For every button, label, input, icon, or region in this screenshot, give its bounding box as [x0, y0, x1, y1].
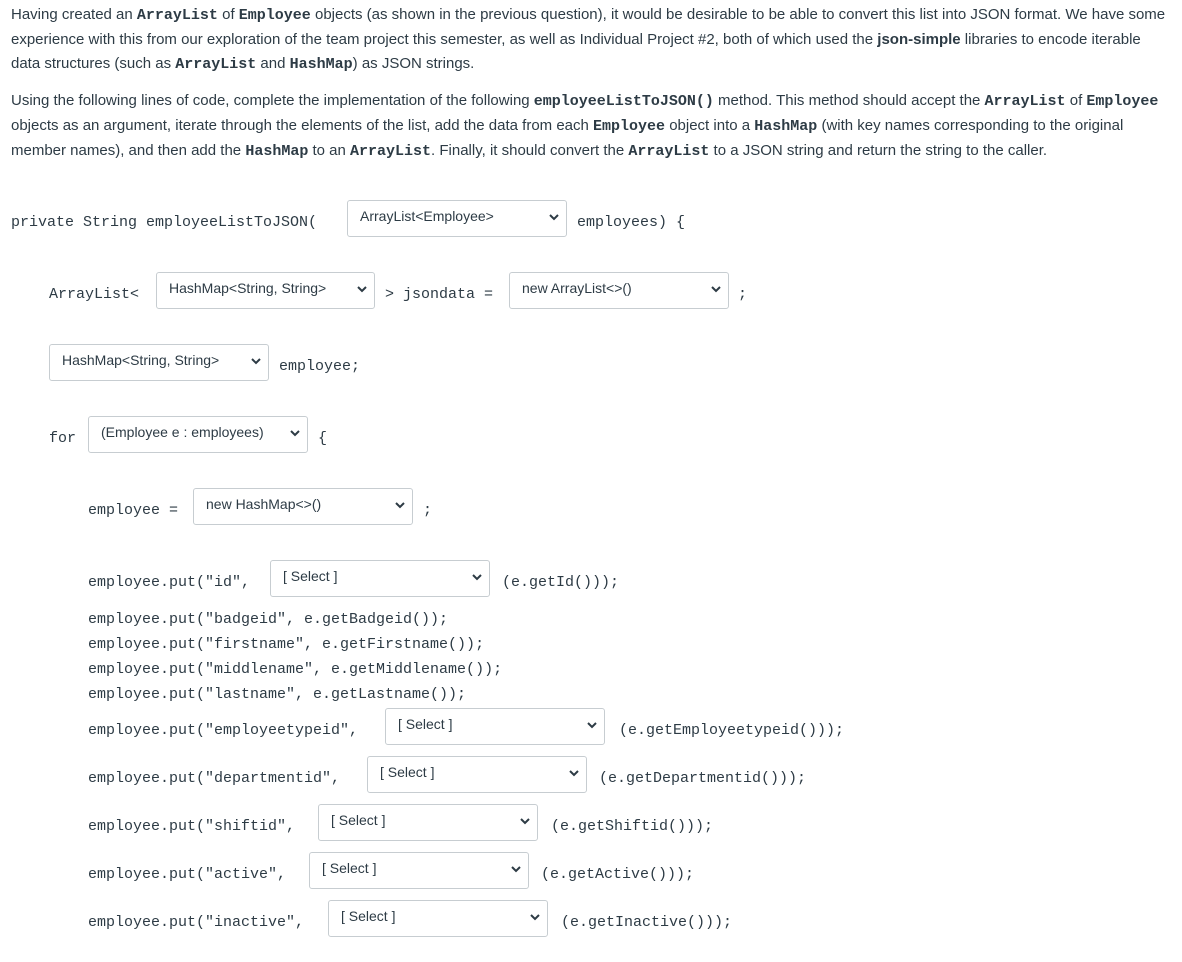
chevron-down-icon: [394, 499, 406, 511]
put-shiftid-code: employee.put("shiftid",: [88, 818, 296, 835]
chevron-down-icon: [289, 427, 301, 439]
put-departmentid-code: employee.put("departmentid",: [88, 770, 341, 787]
put-employeetypeid-code: employee.put("employeetypeid",: [88, 722, 359, 739]
text: . Finally, it should convert the: [431, 142, 629, 159]
chevron-down-icon: [710, 283, 722, 295]
intro-paragraph-2: [11, 89, 1171, 164]
code-term: employeeListToJSON(): [533, 93, 714, 110]
put-departmentid-end: (e.getDepartmentid()));: [599, 770, 807, 787]
bold-term: json-simple: [877, 31, 961, 48]
text: ) as JSON strings.: [352, 55, 475, 72]
text: libraries to encode iterable data structures (such as: [11, 31, 1141, 72]
employee-decl-select[interactable]: [49, 344, 269, 381]
text: Using the following lines of code, complete the implementation of the following: [11, 92, 534, 109]
param-type-select[interactable]: [347, 200, 567, 237]
employee-init-select[interactable]: [193, 488, 413, 525]
put-middlename-code: employee.put("middlename", e.getMiddlename());: [88, 661, 503, 678]
put-lastname-code: employee.put("lastname", e.getLastname());: [88, 686, 467, 703]
code-term: Employee: [593, 118, 666, 135]
chevron-down-icon: [568, 767, 580, 779]
code-term: HashMap: [245, 143, 309, 160]
inactive-conversion-select[interactable]: [328, 900, 548, 937]
code-term: HashMap: [289, 56, 353, 73]
selected-value: HashMap<String, String>: [62, 352, 220, 368]
code-term: Employee: [238, 7, 311, 24]
shiftid-conversion-select[interactable]: [318, 804, 538, 841]
selected-value: [ Select ]: [322, 860, 377, 876]
selected-value: new HashMap<>(): [206, 496, 322, 512]
chevron-down-icon: [250, 355, 262, 367]
text: objects as an argument, iterate through the elements of the list, add the data from each: [11, 117, 594, 134]
put-active-code: employee.put("active",: [88, 866, 287, 883]
method-signature-end: employees) {: [577, 214, 686, 231]
chevron-down-icon: [529, 911, 541, 923]
chevron-down-icon: [548, 211, 560, 223]
selected-value: [ Select ]: [380, 764, 435, 780]
code-term: ArrayList: [350, 143, 432, 160]
text: objects (as shown in the previous question), it would be desirable to be able to convert this list into JSON format. We have some experience with this from our exploration of the team project this semester, as well as Individual Project #2, both of which used the: [11, 6, 1166, 48]
text: (with key names corresponding to the original member names), and then add the: [11, 117, 1124, 159]
active-conversion-select[interactable]: [309, 852, 529, 889]
list-generic-select[interactable]: [156, 272, 375, 309]
put-firstname-code: employee.put("firstname", e.getFirstname());: [88, 636, 485, 653]
employee-var: employee;: [279, 358, 361, 375]
code-term: ArrayList: [628, 143, 710, 160]
selected-value: HashMap<String, String>: [169, 280, 327, 296]
put-inactive-end: (e.getInactive()));: [561, 914, 733, 931]
selected-value: new ArrayList<>(): [522, 280, 632, 296]
chevron-down-icon: [356, 283, 368, 295]
chevron-down-icon: [519, 815, 531, 827]
selected-value: (Employee e : employees): [101, 424, 264, 440]
put-shiftid-end: (e.getShiftid()));: [551, 818, 714, 835]
code-term: HashMap: [754, 118, 818, 135]
text: object into a: [665, 117, 755, 134]
selected-value: ArrayList<Employee>: [360, 208, 494, 224]
semicolon: ;: [738, 286, 748, 303]
text: to a JSON string and return the string to the caller.: [709, 142, 1048, 159]
code-term: ArrayList: [175, 56, 257, 73]
for-header-select[interactable]: [88, 416, 308, 453]
for-keyword: for: [49, 430, 77, 447]
code-term: Employee: [1086, 93, 1159, 110]
text: and: [256, 55, 290, 72]
chevron-down-icon: [586, 719, 598, 731]
list-init-select[interactable]: [509, 272, 729, 309]
open-brace: {: [318, 430, 328, 447]
chevron-down-icon: [510, 863, 522, 875]
employee-assign: employee =: [88, 502, 179, 519]
selected-value: [ Select ]: [331, 812, 386, 828]
text: method. This method should accept the: [713, 92, 985, 109]
selected-value: [ Select ]: [398, 716, 453, 732]
code-term: ArrayList: [136, 7, 218, 24]
put-active-end: (e.getActive()));: [541, 866, 695, 883]
selected-value: [ Select ]: [283, 568, 338, 584]
text: Having created an: [11, 6, 137, 23]
method-signature: private String employeeListToJSON(: [11, 214, 318, 231]
put-badgeid-code: employee.put("badgeid", e.getBadgeid());: [88, 611, 449, 628]
intro-paragraph-1: [11, 3, 1171, 77]
put-id-code: employee.put("id",: [88, 574, 251, 591]
text: to an: [308, 142, 351, 159]
departmentid-conversion-select[interactable]: [367, 756, 587, 793]
put-inactive-code: employee.put("inactive",: [88, 914, 305, 931]
id-conversion-select[interactable]: [270, 560, 490, 597]
text: of: [217, 6, 239, 23]
chevron-down-icon: [471, 571, 483, 583]
jsondata-decl-mid: > jsondata =: [385, 286, 494, 303]
text: of: [1065, 92, 1087, 109]
put-employeetypeid-end: (e.getEmployeetypeid()));: [619, 722, 845, 739]
code-term: ArrayList: [984, 93, 1066, 110]
semicolon: ;: [423, 502, 433, 519]
jsondata-decl-start: ArrayList<: [49, 286, 140, 303]
selected-value: [ Select ]: [341, 908, 396, 924]
employeetypeid-conversion-select[interactable]: [385, 708, 605, 745]
put-id-end: (e.getId()));: [502, 574, 620, 591]
